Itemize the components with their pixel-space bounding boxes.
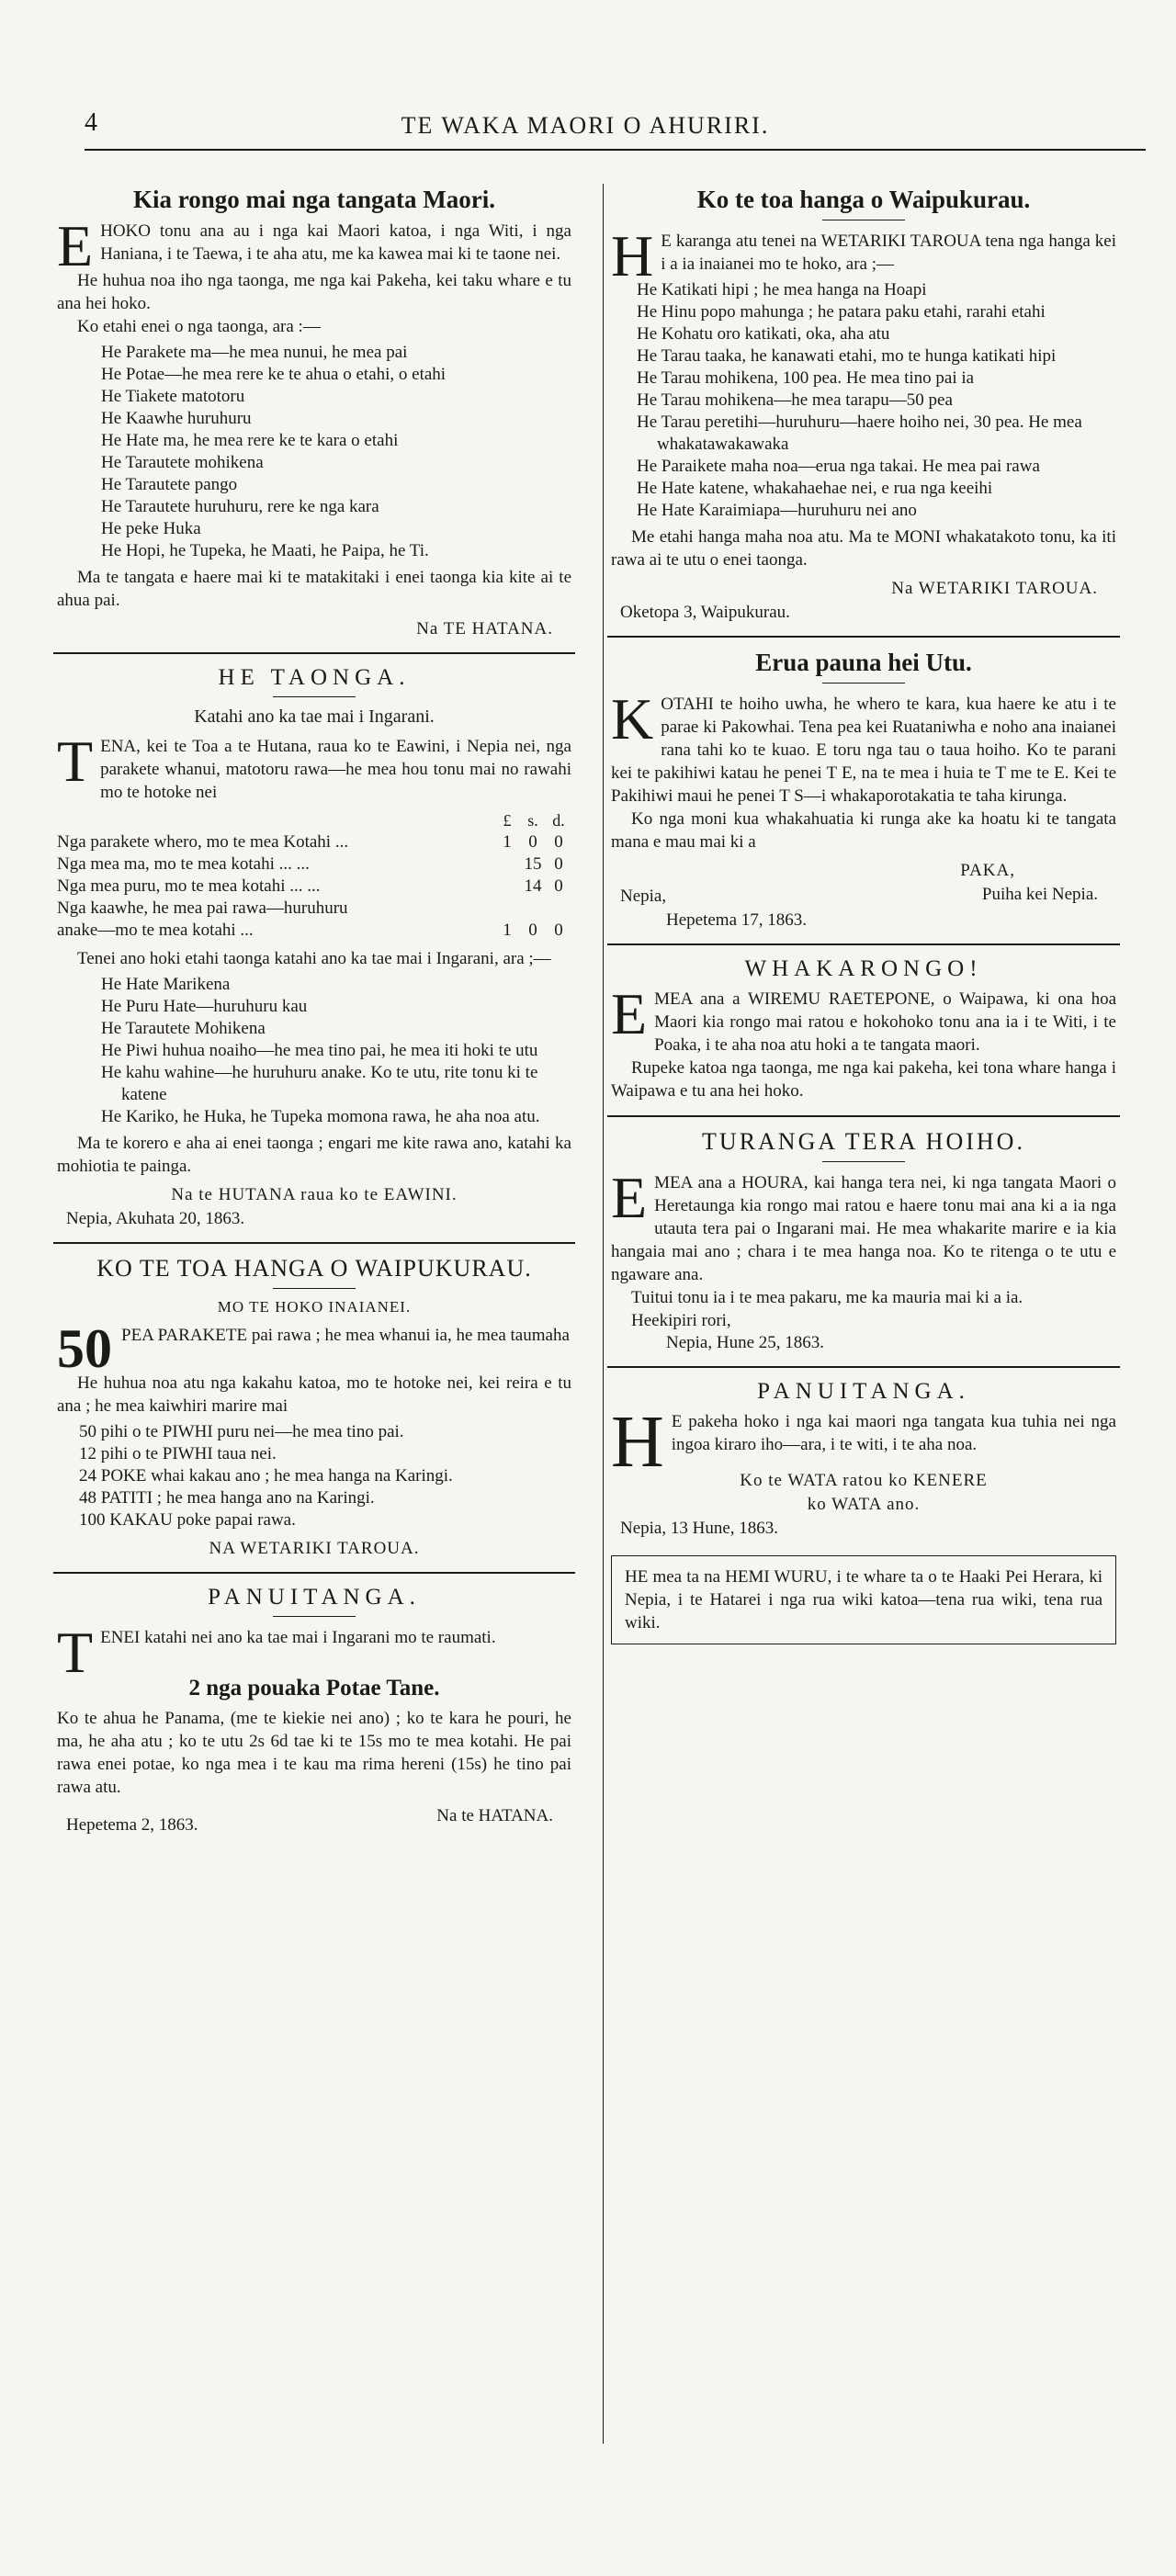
- list-item: He Tiakete matotoru: [101, 387, 245, 406]
- right-column: [611, 182, 1116, 1644]
- price-pounds: [494, 876, 520, 898]
- drop-cap: E: [611, 981, 648, 1046]
- section-rule: [53, 652, 575, 654]
- drop-cap: K: [611, 686, 654, 751]
- paragraph: Ma te korero e aha ai enei taonga ; engari me kite rawa ano, katahi ka mohiotia te painga.: [57, 1134, 571, 1176]
- article-title: HE TAONGA.: [218, 665, 411, 690]
- signature-title: Puiha kei Nepia.: [981, 885, 1098, 904]
- section-rule: [607, 1115, 1120, 1117]
- list-item: He Potae—he mea rere ke te ahua o etahi, o etahi: [101, 365, 447, 384]
- short-rule: [273, 1288, 356, 1289]
- section-rule: [607, 943, 1120, 945]
- price-item: Nga mea ma, mo te mea kotahi ... ...: [57, 854, 310, 874]
- article-subtitle: Katahi ano ka tae mai i Ingarani.: [194, 706, 435, 727]
- dateline: Hepetema 2, 1863.: [66, 1815, 198, 1835]
- signature: ko WATA ano.: [807, 1495, 921, 1514]
- paragraph: Ko etahi enei o nga taonga, ara :—: [77, 317, 321, 336]
- list-item: He peke Huka: [101, 519, 201, 538]
- price-shillings: 15: [524, 854, 542, 874]
- list-item: He Hinu popo mahunga ; he patara paku etahi, rarahi etahi: [637, 302, 1046, 322]
- drop-cap: T: [57, 729, 94, 794]
- paragraph: Rupeke katoa nga taonga, me nga kai pakeha, kei tona whare hanga i Waipawa e tu ana hei hoko.: [611, 1058, 1116, 1101]
- price-item: Nga mea puru, mo te mea kotahi ... ...: [57, 876, 321, 896]
- article-title: TURANGA TERA HOIHO.: [702, 1128, 1025, 1155]
- paragraph: Ko te ahua he Panama, (me te kiekie nei ano) ; ko te kara he pouri, he ma, he aha atu ; ko te utu 2s 6d tae ki te 15s mo te mea kotahi. He pai rawa enei potae, ko nga mea i te kau ma rima hereni (15s) he tino pai rawa atu.: [57, 1709, 571, 1797]
- goods-list: [57, 1421, 571, 1531]
- drop-cap: T: [57, 1620, 94, 1685]
- signature: Na TE HATANA.: [416, 619, 553, 638]
- list-item: 24 POKE whai kakau ano ; he mea hanga na Karingi.: [79, 1466, 453, 1486]
- newspaper-title: TE WAKA MAORI O AHURIRI.: [401, 112, 770, 139]
- dateline: Oketopa 3, Waipukurau.: [620, 603, 790, 622]
- article-panuitanga-right: [611, 1379, 1116, 1539]
- article-title: PANUITANGA.: [208, 1585, 421, 1610]
- article-title: WHAKARONGO!: [744, 956, 983, 981]
- list-item: 12 pihi o te PIWHI taua nei.: [79, 1444, 277, 1463]
- signoff: [611, 885, 1116, 909]
- list-item: 48 PATITI ; he mea hanga ano na Karingi.: [79, 1488, 375, 1508]
- printer-notice: [611, 1555, 1116, 1644]
- article-waipukurau-hanga: [611, 186, 1116, 623]
- dateline: Hepetema 17, 1863.: [666, 910, 808, 930]
- list-item: He Kariko, he Huka, he Tupeka momona rawa, he aha noa atu.: [101, 1107, 540, 1126]
- table-row: [57, 920, 571, 942]
- drop-cap: H: [611, 223, 654, 288]
- price-pence: 0: [554, 876, 563, 896]
- list-item: He Kaawhe huruhuru: [101, 409, 252, 428]
- list-item: He Katikati hipi ; he mea hanga na Hoapi: [637, 280, 927, 299]
- article-title: PANUITANGA.: [757, 1379, 970, 1404]
- paragraph: Ko nga moni kua whakahuatia ki runga ake ka hoatu ki te tangata mana e mau mai ki a: [611, 809, 1116, 852]
- article-erua-pauna: [611, 649, 1116, 931]
- paragraph: MEA ana a WIREMU RAETEPONE, o Waipawa, ki ona hoa Maori kia rongo mai ratou e hokohoko tonu ana ia i te Witi, i te Poaka, i te aha noa atu hoki a te tangata maori.: [654, 989, 1116, 1055]
- list-item: 100 KAKAU poke papai rawa.: [79, 1510, 296, 1530]
- signature: Na WETARIKI TAROUA.: [891, 579, 1098, 598]
- list-item: He Piwi huhua noaiho—he mea tino pai, he mea iti hoki te utu: [101, 1041, 538, 1060]
- list-item: He Tarautete huruhuru, rere ke nga kara: [101, 497, 379, 516]
- list-item: He Hate Karaimiapa—huruhuru nei ano: [637, 501, 917, 520]
- article-whakarongo: [611, 956, 1116, 1102]
- price-pounds: [494, 853, 520, 876]
- list-item: He Tarau mohikena—he mea tarapu—50 pea: [637, 390, 953, 410]
- article-waipukurau-toa: [57, 1255, 571, 1559]
- table-row: [57, 898, 571, 920]
- list-item: He Hate katene, whakahaehae nei, e rua nga keeihi: [637, 479, 993, 498]
- paragraph: PEA PARAKETE pai rawa ; he mea whanui ia, he mea taumaha: [121, 1326, 570, 1345]
- goods-list: [57, 342, 571, 562]
- running-header: [85, 108, 1086, 145]
- goods-list: [611, 279, 1116, 522]
- drop-cap: H: [611, 1402, 664, 1483]
- article-title: Erua pauna hei Utu.: [755, 649, 972, 676]
- signature: Ko te WATA ratou ko KENERE: [740, 1471, 988, 1490]
- article-title: KO TE TOA HANGA O WAIPUKURAU.: [96, 1255, 532, 1282]
- dateline: Nepia, Hune 25, 1863.: [666, 1333, 825, 1352]
- price-pounds: 1: [503, 832, 512, 852]
- notice-text: HE mea ta na HEMI WURU, i te whare ta o te Haaki Pei Herara, ki Nepia, i te Hatarei i nga rua wiki katoa—tena rua wiki, tena rua wiki.: [625, 1567, 1102, 1633]
- paragraph: E pakeha hoko i nga kai maori nga tangata kua tuhia nei nga ingoa kiraro iho—ara, i te witi, i te aha noa.: [671, 1412, 1116, 1454]
- price-shillings: 14: [524, 876, 542, 896]
- list-item: 50 pihi o te PIWHI puru nei—he mea tino pai.: [79, 1422, 404, 1441]
- paragraph: Ma te tangata e haere mai ki te matakitaki i enei taonga kia kite ai te ahua pai.: [57, 568, 571, 610]
- page-number: 4: [85, 108, 97, 137]
- article-panuitanga-left: [57, 1585, 571, 1837]
- article-title: Ko te toa hanga o Waipukurau.: [696, 186, 1031, 213]
- shillings-header: s.: [527, 811, 538, 830]
- list-item: He Tarautete pango: [101, 475, 238, 494]
- list-item: He Tarau taaka, he kanawati etahi, mo te hunga katikati hipi: [637, 346, 1057, 366]
- short-rule: [822, 683, 905, 684]
- address: Heekipiri rori,: [631, 1311, 731, 1330]
- place: Nepia,: [620, 887, 667, 906]
- drop-cap: E: [57, 213, 94, 278]
- list-item: He Hate Marikena: [101, 975, 231, 994]
- article-title: Kia rongo mai nga tangata Maori.: [133, 186, 495, 213]
- price-item: Nga kaawhe, he mea pai rawa—huruhuru: [57, 898, 348, 918]
- list-item: He Paraikete maha noa—erua nga takai. He mea pai rawa: [637, 457, 1040, 476]
- article-heading: 2 nga pouaka Potae Tane.: [188, 1676, 440, 1700]
- paragraph: MEA ana a HOURA, kai hanga tera nei, ki nga tangata Maori o Heretaunga kia rongo mai ratou e haere tonu mai ana ki a ia nga utauta tera pai o Ingarani mai. He mea whakarite marire e ia kia hangaia mai ano ; chara i te mea hanga noa. Ko te ritenga o te utu e ngaware ana.: [611, 1173, 1116, 1284]
- section-rule: [607, 1366, 1120, 1368]
- article-kia-rongo: [57, 186, 571, 639]
- left-column: [57, 182, 571, 1837]
- price-pence: 0: [554, 921, 563, 940]
- paragraph: E karanga atu tenei na WETARIKI TAROUA tena nga hanga kei i a ia inaianei mo te hoko, ara ;—: [661, 232, 1116, 274]
- price-pence: 0: [554, 832, 563, 852]
- list-item: He Hopi, he Tupeka, he Maati, he Paipa, he Ti.: [101, 541, 429, 560]
- goods-list: [57, 974, 571, 1128]
- list-item: He Kohatu oro katikati, oka, aha atu: [637, 324, 890, 344]
- header-rule: [85, 149, 1146, 151]
- signoff: [57, 1806, 571, 1837]
- section-rule: [53, 1242, 575, 1244]
- list-item: He Tarau mohikena, 100 pea. He mea tino pai ia: [637, 368, 975, 388]
- list-item: He Hate ma, he mea rere ke te kara o etahi: [101, 431, 399, 450]
- table-row: [57, 831, 571, 853]
- drop-number: 50: [57, 1318, 112, 1379]
- drop-cap: E: [611, 1165, 648, 1230]
- short-rule: [822, 1161, 905, 1162]
- paragraph: He huhua noa iho nga taonga, me nga kai Pakeha, kei taku whare e tu ana hei hoko.: [57, 271, 571, 313]
- article-turanga-tera: [611, 1128, 1116, 1353]
- price-item: Nga parakete whero, mo te mea Kotahi ...: [57, 832, 349, 852]
- dateline: Nepia, Akuhata 20, 1863.: [66, 1209, 245, 1228]
- article-subtitle: MO TE HOKO INAIANEI.: [217, 1298, 412, 1316]
- short-rule: [273, 696, 356, 697]
- price-item-continued: anake—mo te mea kotahi ...: [57, 921, 254, 940]
- signature: NA WETARIKI TAROUA.: [209, 1539, 420, 1558]
- section-rule: [607, 636, 1120, 638]
- price-shillings: 0: [528, 921, 537, 940]
- dateline: Nepia, 13 Hune, 1863.: [620, 1519, 779, 1538]
- paragraph: Tuitui tonu ia i te mea pakaru, me ka mauria mai ki a ia.: [631, 1288, 1023, 1307]
- paragraph: ENA, kei te Toa a te Hutana, raua ko te Eawini, i Nepia nei, nga parakete whanui, matotoru rawa—he mea hou tonu mai no rawahi mo te hotoke nei: [100, 737, 571, 802]
- list-item: He Tarautete mohikena: [101, 453, 264, 472]
- price-table: [57, 809, 571, 942]
- signature: Na te HATANA.: [436, 1806, 553, 1825]
- price-table-header: [57, 809, 571, 831]
- list-item: He Parakete ma—he mea nunui, he mea pai: [101, 343, 408, 362]
- article-he-taonga: [57, 665, 571, 1229]
- price-pence: 0: [554, 854, 563, 874]
- short-rule: [273, 1616, 356, 1617]
- section-rule: [53, 1572, 575, 1574]
- price-shillings: 0: [528, 832, 537, 852]
- list-item: He kahu wahine—he huruhuru anake. Ko te utu, rite tonu ki te katene: [101, 1063, 538, 1104]
- list-item: He Tarautete Mohikena: [101, 1019, 266, 1038]
- paragraph: ENEI katahi nei ano ka tae mai i Ingarani mo te raumati.: [100, 1628, 496, 1647]
- pence-header: d.: [552, 811, 565, 830]
- pounds-header: £: [503, 811, 512, 830]
- paragraph: OTAHI te hoiho uwha, he whero te kara, kua haere ke atu i te parae ki Pakowhai. Tena pea kei Ruataniwha e noho ana inaianei rana tahi ko te kuao. E toru nga tau o taua hoiho. Ko te parani kei te pakihiwi katau he penei T E, na te mea i huia te T me te E. Kei te Pakihiwi maui he penei T S—i whakaporotakatia te taha kirunga.: [611, 695, 1116, 806]
- price-pounds: 1: [503, 921, 512, 940]
- paragraph: Tenei ano hoki etahi taonga katahi ano ka tae mai i Ingarani, ara ;—: [77, 949, 551, 968]
- list-item: He Tarau peretihi—huruhuru—haere hoiho nei, 30 pea. He mea whakatawakawaka: [637, 412, 1082, 454]
- column-rule: [603, 184, 604, 2444]
- table-row: [57, 853, 571, 876]
- paragraph: He huhua noa atu nga kakahu katoa, mo te hotoke nei, kei reira e tu ana ; he mea kaiwhiri marire mai: [57, 1373, 571, 1416]
- table-row: [57, 876, 571, 898]
- paragraph: Me etahi hanga maha noa atu. Ma te MONI whakatakoto tonu, ka iti rawa ai te utu o enei taonga.: [611, 527, 1116, 570]
- list-item: He Puru Hate—huruhuru kau: [101, 997, 308, 1016]
- signature: Na te HUTANA raua ko te EAWINI.: [171, 1185, 458, 1204]
- signature: PAKA,: [960, 861, 1015, 880]
- paragraph: HOKO tonu ana au i nga kai Maori katoa, i nga Witi, i nga Haniana, i te Taewa, i te aha atu, me ka kawea mai ki te taone nei.: [100, 221, 571, 264]
